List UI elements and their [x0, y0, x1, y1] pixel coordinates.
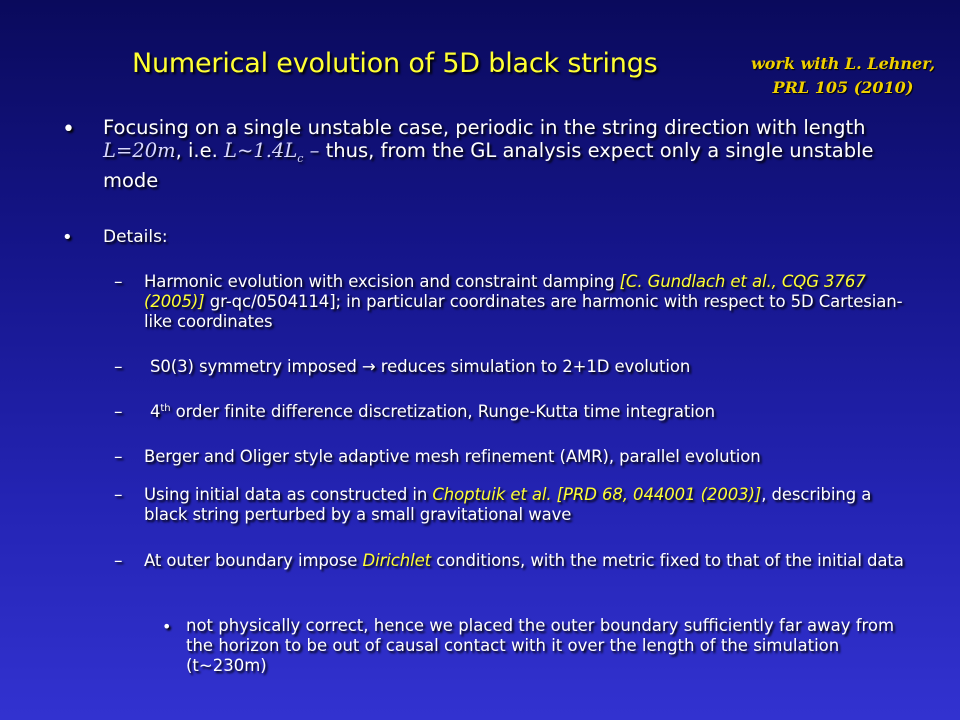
detail-outer-boundary: At outer boundary impose Dirichlet conditions, with the metric fixed to that of the initial data — [144, 551, 904, 570]
reference-gundlach: [C. Gundlach et al., CQG 3767 (2005)] — [144, 272, 866, 311]
small-bullet-marker: • — [162, 617, 172, 636]
detail-symmetry: S0(3) symmetry imposed → reduces simulation to 2+1D evolution — [150, 357, 691, 376]
math-length: L=20m — [103, 138, 176, 162]
bullet-marker: • — [62, 117, 75, 142]
detail-causal-contact: not physically correct, hence we placed the outer boundary sufficiently far away from the horizon to be out of causal contact with it over the length of the simulation (t~230m) — [186, 616, 895, 675]
dash-marker: – — [114, 447, 123, 467]
dirichlet-term: Dirichlet — [362, 551, 431, 570]
math-ratio-subscript: c — [297, 151, 304, 165]
detail-finite-difference: 4th order finite difference discretization, Runge-Kutta time integration — [150, 402, 716, 421]
credit-line-1: work with L. Lehner, — [750, 54, 936, 73]
math-ratio: $L\sim 1.4L_c$ – — [224, 138, 326, 165]
dash-marker: – — [114, 485, 123, 505]
slide-title: Numerical evolution of 5D black strings — [132, 48, 658, 79]
bullet-marker: • — [62, 227, 73, 248]
bullet-focus-part1: Focusing on a single unstable case, periodic in the string direction with length — [103, 116, 866, 139]
detail-harmonic-evolution: Harmonic evolution with excision and constraint damping [C. Gundlach et al., CQG 3767 (2005)] gr-qc/0504114]; in particular coordinates are harmonic with respect to 5D Cartesian-like coordinates — [144, 272, 903, 331]
bullet-focus-part2: , i.e. — [175, 138, 225, 162]
detail-amr: Berger and Oliger style adaptive mesh refinement (AMR), parallel evolution — [144, 447, 761, 466]
details-heading: Details: — [103, 227, 168, 247]
bullet-focus-part3: thus, from the GL analysis expect only a single unstable mode — [103, 138, 874, 192]
bullet-focus-text — [103, 117, 923, 192]
detail-initial-data: Using initial data as constructed in Choptuik et al. [PRD 68, 044001 (2003)], describing a black string perturbed by a small gravitational wave — [144, 485, 872, 524]
reference-choptuik: Choptuik et al. [PRD 68, 044001 (2003)] — [432, 485, 762, 504]
credit-line-2: PRL 105 (2010) — [772, 78, 914, 97]
dash-marker: – — [114, 551, 123, 571]
dash-marker: – — [114, 402, 123, 422]
dash-marker: – — [114, 272, 123, 292]
credit-note — [740, 52, 946, 100]
ordinal-superscript: th — [160, 403, 171, 414]
dash-marker: – — [114, 357, 123, 377]
